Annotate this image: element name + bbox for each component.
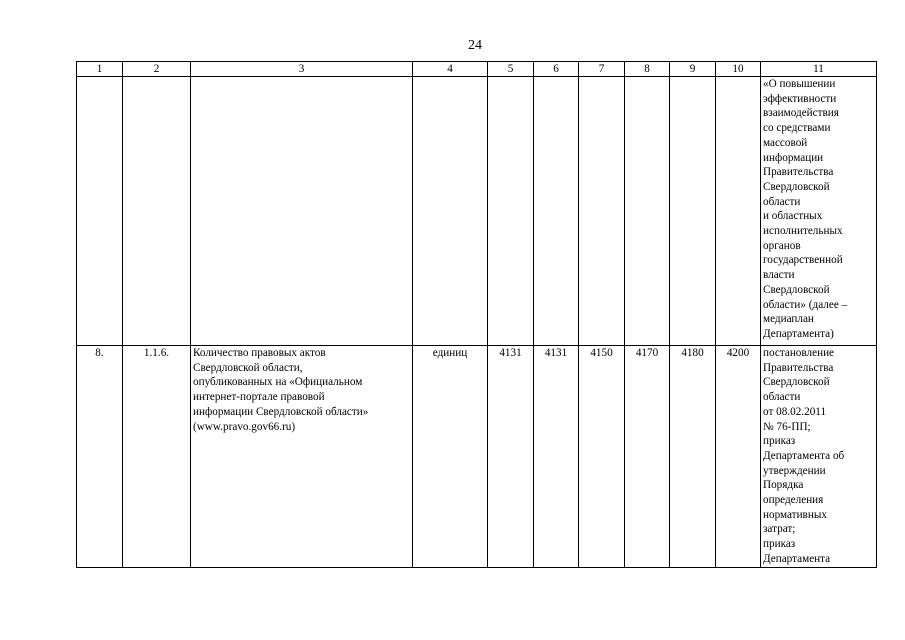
column-header: 5 [488,62,534,77]
indicator-line: Свердловской области, [193,361,303,374]
source-line: взаимодействия [763,107,839,120]
indicators-table [76,61,877,568]
source-line: определения [763,494,824,507]
cell-code: 1.1.6. [123,346,191,568]
cell-value: 4131 [488,346,534,568]
cell-value: 4131 [534,346,579,568]
source-line: области [763,195,801,208]
source-line: Порядка [763,479,804,492]
source-line: приказ [763,538,796,551]
source-line: «О повышении [763,78,836,90]
cell-value: 4170 [625,346,670,568]
source-line: Правительства [763,361,834,374]
source-line: органов [763,239,801,252]
column-header: 8 [625,62,670,77]
source-line: Департамента об [763,449,845,462]
source-line: № 76-ПП; [763,420,811,433]
cell-empty [488,77,534,346]
source-line: массовой [763,136,808,149]
cell-empty [579,77,625,346]
source-line: Департамента [763,552,831,565]
cell-empty [413,77,488,346]
source-line: нормативных [763,508,827,521]
indicator-line: (www.pravo.gov66.ru) [193,420,296,433]
cell-empty [191,77,413,346]
source-line: информации [763,151,824,164]
column-header: 6 [534,62,579,77]
page-number: 24 [468,38,482,53]
source-line: медиаплан [763,313,814,326]
source-line: власти [763,269,795,282]
indicator-line: интернет-портале правовой [193,391,325,404]
cell-value: 4180 [670,346,716,568]
cell-value: 4150 [579,346,625,568]
indicator-line: опубликованных на «Официальном [193,376,363,389]
source-line: области [763,391,801,404]
source-line: Свердловской [763,376,830,389]
source-line: исполнительных [763,225,843,238]
column-header: 9 [670,62,716,77]
source-line: от 08.02.2011 [763,405,827,418]
source-line: постановление [763,347,835,359]
cell-empty [123,77,191,346]
source-line: Департамента) [763,327,834,340]
source-line: Свердловской [763,180,830,193]
source-line: и областных [763,210,823,223]
source-line: со средствами [763,122,831,135]
indicator-line: Количество правовых актов [193,347,326,359]
source-line: области» (далее – [763,298,848,311]
source-line: затрат; [763,523,796,536]
column-header: 10 [716,62,761,77]
source-line: приказ [763,435,796,448]
table-row-continued [77,77,877,346]
source-line: Правительства [763,166,834,179]
source-line: государственной [763,254,843,267]
column-header: 4 [413,62,488,77]
cell-unit: единиц [413,346,488,568]
indicator-line: информации Свердловской области» [193,405,369,418]
source-line: эффективности [763,92,837,105]
column-header: 1 [77,62,123,77]
column-number-row [77,62,877,77]
cell-empty [77,77,123,346]
cell-empty [670,77,716,346]
cell-source [761,346,877,568]
cell-source-continued [761,77,877,346]
cell-indicator [191,346,413,568]
column-header: 7 [579,62,625,77]
column-header: 3 [191,62,413,77]
source-line: Свердловской [763,283,830,296]
cell-row-number: 8. [77,346,123,568]
cell-empty [534,77,579,346]
source-line: утверждении [763,464,826,477]
column-header: 2 [123,62,191,77]
cell-empty [625,77,670,346]
table-row-8 [77,346,877,568]
cell-empty [716,77,761,346]
cell-value: 4200 [716,346,761,568]
column-header: 11 [761,62,877,77]
